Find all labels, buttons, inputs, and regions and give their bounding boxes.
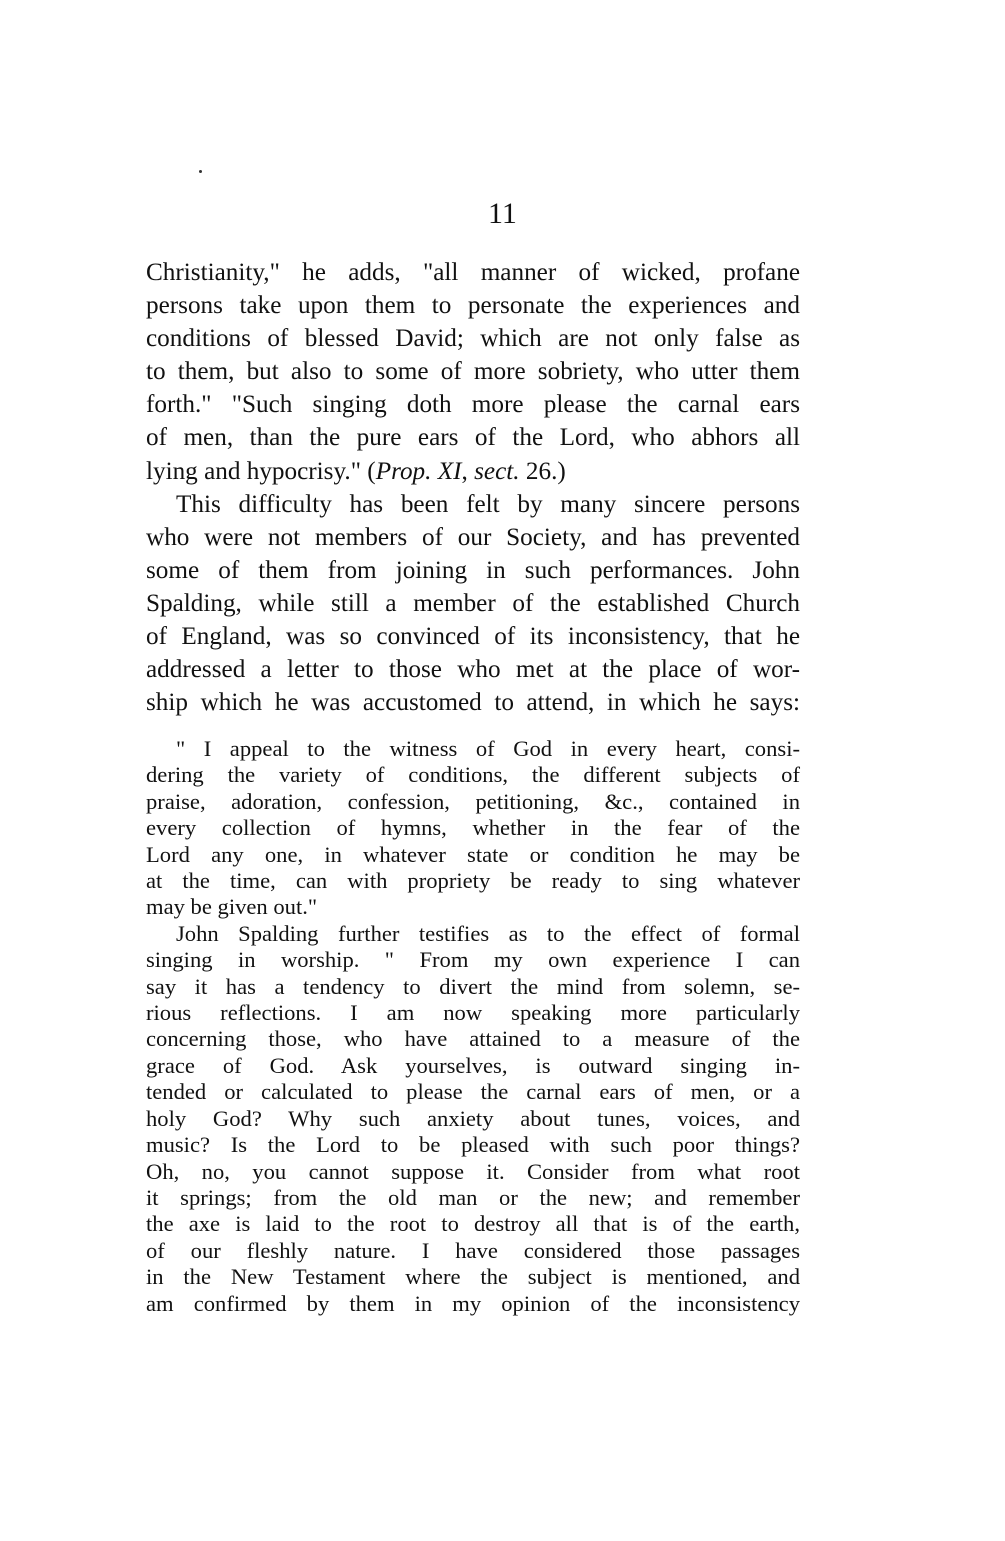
text-line: concerning those, who have attained to a measure of the (146, 1026, 800, 1052)
text-line: singing in worship. " From my own experience I can (146, 947, 800, 973)
text-line: Lord any one, in whatever state or condition he may be (146, 841, 800, 867)
text-line: addressed a letter to those who met at the place of wor- (146, 656, 800, 684)
text-line: rious reflections. I am now speaking more particularly (146, 1000, 800, 1026)
text-line: Spalding, while still a member of the established Church (146, 589, 800, 617)
text-line: am confirmed by them in my opinion of the inconsistency (146, 1290, 800, 1316)
text-line: grace of God. Ask yourselves, is outward singing in- (146, 1052, 800, 1078)
page-number: 11 (488, 197, 517, 230)
body-text-block (146, 256, 800, 719)
text-line: some of them from joining in such performances. John (146, 556, 800, 584)
citation-sect: sect. (474, 457, 520, 485)
text-line: say it has a tendency to divert the mind from solemn, se- (146, 973, 800, 999)
page-speck (199, 170, 202, 173)
citation-lead: lying and hypocrisy." ( (146, 457, 376, 485)
quote-appeal (146, 736, 800, 921)
paragraph-continuation (146, 256, 800, 488)
text-line: ship which he was accustomed to attend, in which he says: (146, 689, 800, 717)
quote-testimony (146, 921, 800, 1317)
citation-separator: , (461, 457, 475, 485)
text-line: the axe is laid to the root to destroy all that is of the earth, (146, 1211, 800, 1237)
text-line: Oh, no, you cannot suppose it. Consider from what root (146, 1158, 800, 1184)
text-line: may be given out." (146, 894, 318, 920)
text-line: " I appeal to the witness of God in every heart, consi- (176, 736, 800, 761)
paragraph-spalding-intro (146, 488, 800, 720)
text-line: music? Is the Lord to be pleased with such poor things? (146, 1132, 800, 1158)
text-line: of England, was so convinced of its inconsistency, that he (146, 623, 800, 651)
text-line: of men, than the pure ears of the Lord, who abhors all (146, 424, 800, 452)
text-line: it springs; from the old man or the new; and remember (146, 1184, 800, 1210)
text-line: holy God? Why such anxiety about tunes, voices, and (146, 1105, 800, 1131)
text-line: dering the variety of conditions, the different subjects of (146, 762, 800, 788)
text-line: in the New Testament where the subject is mentioned, and (146, 1264, 800, 1290)
text-line: conditions of blessed David; which are not only false as (146, 325, 800, 353)
text-line: persons take upon them to personate the experiences and (146, 292, 800, 320)
text-line: Christianity," he adds, "all manner of wicked, profane (146, 259, 800, 286)
text-line: of our fleshly nature. I have considered those passages (146, 1237, 800, 1263)
citation-end: 26.) (519, 457, 566, 485)
text-line: tended or calculated to please the carnal ears of men, or a (146, 1079, 800, 1105)
text-line: every collection of hymns, whether in the fear of the (146, 815, 800, 841)
text-line: praise, adoration, confession, petitioning, &c., contained in (146, 788, 800, 814)
text-line-citation (146, 455, 800, 488)
text-line: who were not members of our Society, and has prevented (146, 523, 800, 551)
citation-prop: Prop. XI (375, 457, 462, 485)
quoted-text-block (146, 736, 800, 1317)
text-line: John Spalding further testifies as to the effect of formal (176, 920, 800, 946)
text-line: to them, but also to some of more sobriety, who utter them (146, 358, 800, 386)
text-line: forth." "Such singing doth more please the carnal ears (146, 391, 800, 419)
text-line: at the time, can with propriety be ready to sing whatever (146, 868, 800, 894)
text-line: This difficulty has been felt by many sincere persons (176, 490, 800, 518)
